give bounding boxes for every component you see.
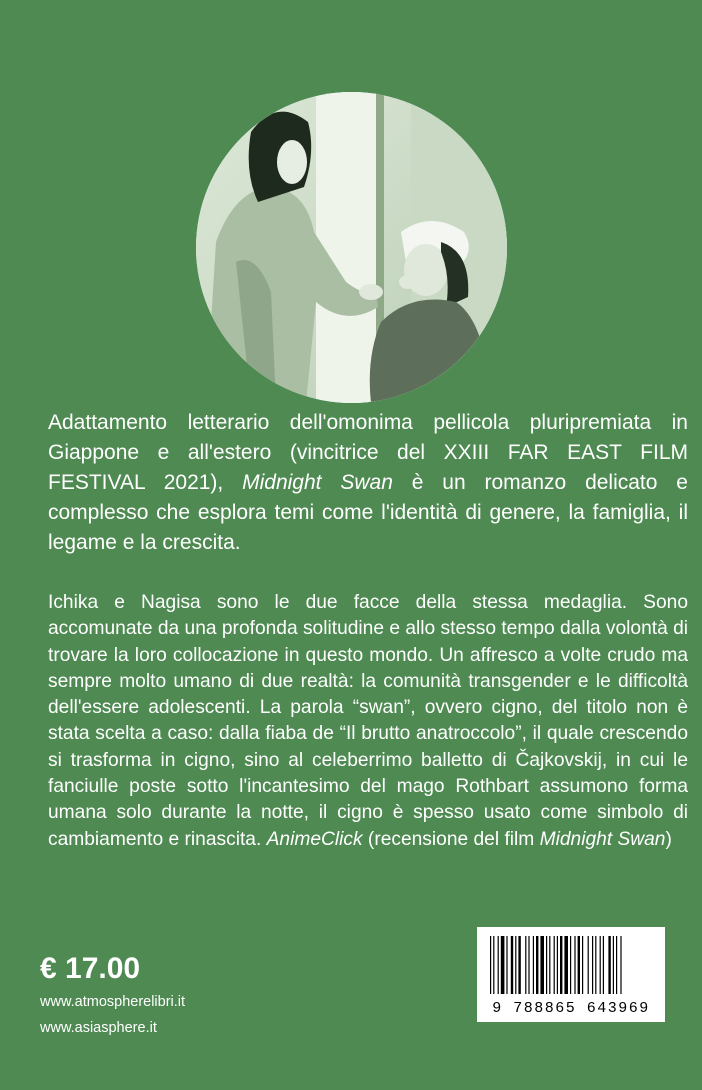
price: € 17.00 (40, 952, 141, 985)
text-run: (recensione del film (362, 828, 540, 850)
isbn-barcode (477, 927, 665, 1022)
text-run: Ichika e Nagisa sono le due facce della stessa medaglia. Sono accomunate da una profonda solitudine e allo stesso tempo dalla volontà di trovare la loro collocazione in questo mondo. Un affresco a volte crudo ma sempre molto umano di due realtà: la comunità transgender e le difficoltà dell'essere adolescenti. La parola “swan”, ovvero cigno, del titolo non è stata scelta a caso: dalla fiaba de “Il brutto anatroccolo”, il quale crescendo si trasforma in cigno, sino al celeberrimo balletto di Čajkovskij, in cui le fanciulle poste sotto l'incantesimo del mago Rothbart assumono forma umana solo durante la notte, il cigno è spesso usato come simbolo di cambiamento e rinascita. (48, 592, 689, 850)
text-run: Midnight Swan (539, 828, 666, 850)
film-still-photo (196, 92, 507, 403)
text-run: Adattamento letterario dell'omonima pellicola pluripremiata in Giappone e all'estero (vincitrice del XXIII FAR EAST FILM FESTIVAL 2021), (48, 411, 688, 494)
description-paragraph-1 (48, 408, 688, 558)
text-run: AnimeClick (266, 828, 363, 850)
isbn-number: 9 788865 643969 (492, 1000, 650, 1017)
text-run: ) (665, 828, 672, 850)
website-link-atmospherelibri[interactable]: www.atmospherelibri.it (40, 994, 186, 1010)
text-run: è un romanzo delicato e complesso che esplora temi come l'identità di genere, la famiglia, il legame e la crescita. (48, 471, 688, 554)
website-link-asiasphere[interactable]: www.asiasphere.it (40, 1020, 157, 1036)
description-paragraph-2 (48, 590, 688, 853)
text-run: Midnight Swan (242, 471, 393, 494)
barcode-bars (488, 936, 656, 994)
